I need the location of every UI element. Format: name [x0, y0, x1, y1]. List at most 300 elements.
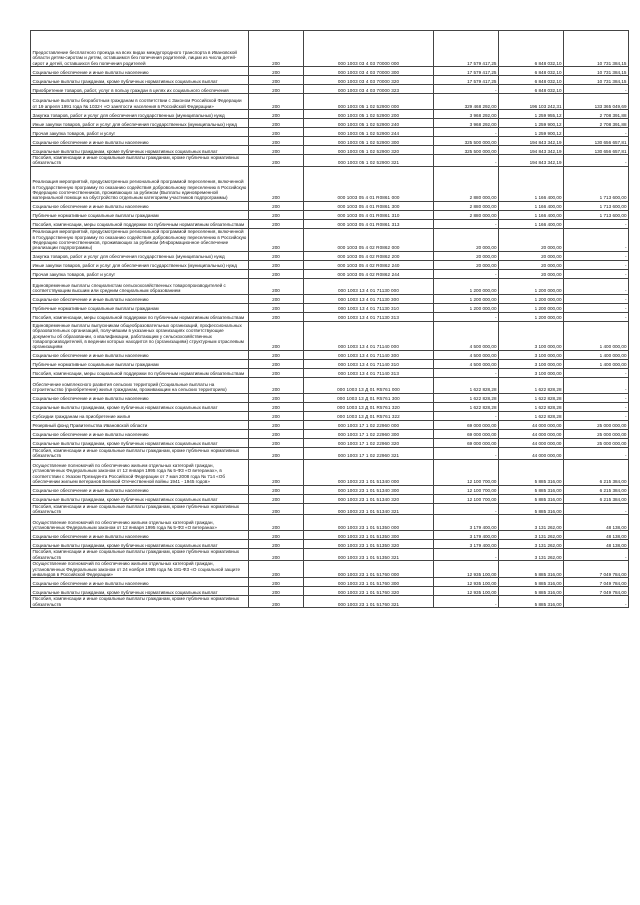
row-line-code: 200: [249, 561, 304, 578]
row-approved-amount: 1 200 000,00: [434, 303, 499, 312]
row-budget-code: 000 1003 03 4 03 70000 000: [304, 31, 434, 67]
row-remaining-amount: -: [564, 303, 629, 312]
table-row: [31, 294, 629, 303]
row-budget-code: 000 1003 13 4 01 71140 310: [304, 359, 434, 368]
row-line-code: 200: [249, 260, 304, 269]
row-executed-amount: 1 200 000,00: [499, 312, 564, 321]
row-name: Предоставление бесплатного проезда на всех видах междугородного транспорта в Ивановской области детям-сиротам и детям, оставшимся без попечения родителей, лицам из числа детей-сирот и детей, оставшихся без попечения родителей: [31, 31, 249, 67]
row-executed-amount: 5 885 316,00: [499, 494, 564, 503]
row-executed-amount: 3 100 000,00: [499, 359, 564, 368]
row-executed-amount: 194 843 342,19: [499, 155, 564, 167]
row-executed-amount: 194 843 342,19: [499, 137, 564, 146]
row-executed-amount: 1 259 955,12: [499, 110, 564, 119]
row-name: Публичные нормативные социальные выплаты гражданам: [31, 359, 249, 368]
row-line-code: 200: [249, 515, 304, 531]
row-name: Социальное обеспечение и иные выплаты населению: [31, 294, 249, 303]
row-budget-code: 000 1003 23 1 01 51760 321: [304, 596, 434, 608]
table-row: [31, 350, 629, 359]
row-remaining-amount: 130 656 657,81: [564, 146, 629, 155]
row-line-code: 200: [249, 420, 304, 429]
row-approved-amount: 1 622 828,28: [434, 377, 499, 393]
row-name: Обеспечение комплексного развития сельских территорий (Социальные выплаты на строительство (приобретение) жилья гражданам, проживающим на сельских территориях): [31, 377, 249, 393]
row-name: Субсидии гражданам на приобретение жилья: [31, 411, 249, 420]
row-remaining-amount: 48 138,00: [564, 515, 629, 531]
table-row: [31, 278, 629, 294]
row-budget-code: 000 1003 23 1 01 51760 000: [304, 561, 434, 578]
row-budget-code: 000 1003 05 4 01 R0861 000: [304, 166, 434, 201]
row-remaining-amount: 25 000 000,00: [564, 420, 629, 429]
row-executed-amount: 6 848 032,10: [499, 31, 564, 67]
row-line-code: 200: [249, 438, 304, 447]
row-remaining-amount: -: [564, 503, 629, 515]
row-approved-amount: -: [434, 411, 499, 420]
table-row: [31, 368, 629, 377]
row-name: Реализация мероприятий, предусмотренных региональной программой переселения, включенной в Государственную программу по оказанию содействия добровольному переселению в Российскую Федерацию соотечественников, проживающих за рубежом (Информационное обеспечение реализации подпрограммы): [31, 228, 249, 251]
table-row: [31, 402, 629, 411]
row-name: Пособия, компенсации и иные социальные выплаты гражданам, кроме публичных нормативных обязательств: [31, 596, 249, 608]
row-line-code: 200: [249, 531, 304, 540]
table-row: [31, 67, 629, 76]
row-executed-amount: 6 848 032,10: [499, 85, 564, 94]
row-budget-code: 000 1003 23 1 01 51350 300: [304, 531, 434, 540]
row-approved-amount: -: [434, 312, 499, 321]
row-name: Социальные выплаты гражданам, кроме публичных нормативных социальных выплат: [31, 402, 249, 411]
row-budget-code: 000 1003 05 1 02 52900 200: [304, 110, 434, 119]
table-row: [31, 166, 629, 201]
row-budget-code: 000 1003 05 4 02 R0862 200: [304, 251, 434, 260]
row-approved-amount: 12 100 700,00: [434, 494, 499, 503]
row-line-code: 200: [249, 201, 304, 210]
row-name: Прочая закупка товаров, работ и услуг: [31, 128, 249, 137]
row-executed-amount: 3 131 262,00: [499, 531, 564, 540]
row-remaining-amount: 6 215 384,00: [564, 459, 629, 485]
row-remaining-amount: 10 731 384,15: [564, 67, 629, 76]
row-line-code: 200: [249, 540, 304, 549]
row-line-code: 200: [249, 549, 304, 561]
row-approved-amount: -: [434, 85, 499, 94]
row-executed-amount: 3 131 262,00: [499, 549, 564, 561]
row-line-code: 200: [249, 485, 304, 494]
row-name: Осуществление полномочий по обеспечению жильем отдельных категорий граждан, установленных Федеральным законом от 12 января 1995 года № 5-ФЗ «О ветеранах», в соответствии с Указом Президента Российской Федерации от 7 мая 2008 года № 714 «Об обеспечении жильем ветеранов Великой Отечественной войны 1941 - 1945 годов»: [31, 459, 249, 485]
row-name: Публичные нормативные социальные выплаты гражданам: [31, 303, 249, 312]
table-row: [31, 393, 629, 402]
row-budget-code: 000 1003 05 1 02 52900 244: [304, 128, 434, 137]
row-remaining-amount: 133 365 049,69: [564, 94, 629, 110]
row-remaining-amount: 25 000 000,00: [564, 438, 629, 447]
row-budget-code: 000 1003 23 1 01 51760 300: [304, 578, 434, 587]
row-name: Пособия, компенсации и иные социальные выплаты гражданам, кроме публичных нормативных обязательств: [31, 155, 249, 167]
row-line-code: 200: [249, 219, 304, 228]
table-row: [31, 438, 629, 447]
row-approved-amount: 69 000 000,00: [434, 429, 499, 438]
row-approved-amount: 329 468 292,00: [434, 94, 499, 110]
row-approved-amount: -: [434, 128, 499, 137]
row-approved-amount: 325 500 000,00: [434, 146, 499, 155]
row-line-code: 200: [249, 94, 304, 110]
row-executed-amount: 1 259 900,12: [499, 128, 564, 137]
row-executed-amount: 1 200 000,00: [499, 278, 564, 294]
table-row: [31, 596, 629, 608]
row-name: Социальные выплаты гражданам, кроме публичных нормативных социальных выплат: [31, 76, 249, 85]
row-budget-code: 000 1003 23 1 01 51340 320: [304, 494, 434, 503]
row-executed-amount: 5 885 316,00: [499, 596, 564, 608]
row-approved-amount: 4 500 000,00: [434, 321, 499, 350]
row-line-code: 200: [249, 587, 304, 596]
row-remaining-amount: -: [564, 155, 629, 167]
row-remaining-amount: -: [564, 219, 629, 228]
row-approved-amount: 17 579 417,25: [434, 67, 499, 76]
row-line-code: 200: [249, 269, 304, 278]
table-row: [31, 540, 629, 549]
row-executed-amount: 20 000,00: [499, 260, 564, 269]
row-line-code: 200: [249, 278, 304, 294]
table-row: [31, 515, 629, 531]
row-name: Социальное обеспечение и иные выплаты населению: [31, 578, 249, 587]
row-name: Реализация мероприятий, предусмотренных региональной программой переселения, включенной в Государственную программу по оказанию содействия добровольному переселению в Российскую Федерацию соотечественников, проживающих за рубежом (Выплаты единовременной материальной помощи на обустройство отдельным категориям участников подпрограммы): [31, 166, 249, 201]
row-line-code: 200: [249, 67, 304, 76]
row-budget-code: 000 1003 23 1 01 51350 000: [304, 515, 434, 531]
row-line-code: 200: [249, 76, 304, 85]
row-name: Резервный фонд Правительства Ивановской области: [31, 420, 249, 429]
row-remaining-amount: -: [564, 294, 629, 303]
row-line-code: 200: [249, 128, 304, 137]
table-row: [31, 429, 629, 438]
row-remaining-amount: -: [564, 447, 629, 459]
table-row: [31, 578, 629, 587]
row-remaining-amount: 1 713 600,00: [564, 210, 629, 219]
row-budget-code: 000 1003 17 1 02 22960 000: [304, 420, 434, 429]
row-budget-code: 000 1003 13 4 01 71130 000: [304, 278, 434, 294]
table-row: [31, 219, 629, 228]
table-row: [31, 201, 629, 210]
row-approved-amount: 20 000,00: [434, 251, 499, 260]
row-budget-code: 000 1003 13 Д 01 R5761 000: [304, 377, 434, 393]
row-line-code: 200: [249, 166, 304, 201]
row-approved-amount: 3 179 400,00: [434, 515, 499, 531]
row-budget-code: 000 1003 05 1 02 52900 320: [304, 146, 434, 155]
table-row: [31, 359, 629, 368]
row-approved-amount: 20 000,00: [434, 228, 499, 251]
row-line-code: 200: [249, 494, 304, 503]
row-remaining-amount: 1 400 000,00: [564, 350, 629, 359]
row-name: Пособия, компенсации и иные социальные выплаты гражданам, кроме публичных нормативных обязательств: [31, 447, 249, 459]
row-name: Социальное обеспечение и иные выплаты населению: [31, 393, 249, 402]
table-row: [31, 531, 629, 540]
row-executed-amount: 5 885 316,00: [499, 587, 564, 596]
row-name: Пособия, компенсации, меры социальной поддержки по публичным нормативным обязательствам: [31, 219, 249, 228]
row-budget-code: 000 1003 23 1 01 51350 321: [304, 549, 434, 561]
row-remaining-amount: 1 713 600,00: [564, 201, 629, 210]
row-executed-amount: 3 100 000,00: [499, 368, 564, 377]
row-name: Иные закупки товаров, работ и услуг для обеспечения государственных (муниципальных) нужд: [31, 260, 249, 269]
row-executed-amount: 5 885 316,00: [499, 561, 564, 578]
row-line-code: 200: [249, 359, 304, 368]
row-line-code: 200: [249, 429, 304, 438]
row-remaining-amount: -: [564, 128, 629, 137]
budget-execution-table: [30, 30, 629, 608]
row-remaining-amount: 2 708 391,88: [564, 119, 629, 128]
row-line-code: 200: [249, 578, 304, 587]
row-remaining-amount: -: [564, 402, 629, 411]
row-approved-amount: -: [434, 596, 499, 608]
table-row: [31, 76, 629, 85]
row-budget-code: 000 1003 13 4 01 71140 313: [304, 368, 434, 377]
row-budget-code: 000 1003 23 1 01 51340 000: [304, 459, 434, 485]
row-budget-code: 000 1003 17 1 02 22960 320: [304, 438, 434, 447]
table-row: [31, 155, 629, 167]
row-approved-amount: 69 000 000,00: [434, 438, 499, 447]
row-approved-amount: 12 935 100,00: [434, 561, 499, 578]
row-budget-code: 000 1003 13 4 01 71140 000: [304, 321, 434, 350]
row-name: Социальные выплаты гражданам, кроме публичных нормативных социальных выплат: [31, 587, 249, 596]
row-approved-amount: 1 622 828,28: [434, 393, 499, 402]
row-budget-code: 000 1003 05 4 01 R0861 310: [304, 210, 434, 219]
table-row: [31, 110, 629, 119]
row-approved-amount: 12 935 100,00: [434, 587, 499, 596]
table-body: [31, 31, 629, 608]
row-line-code: 200: [249, 146, 304, 155]
row-line-code: 200: [249, 303, 304, 312]
table-row: [31, 128, 629, 137]
row-line-code: 200: [249, 503, 304, 515]
row-name: Пособия, компенсации, меры социальной поддержки по публичным нормативным обязательствам: [31, 312, 249, 321]
table-row: [31, 411, 629, 420]
row-approved-amount: 1 200 000,00: [434, 294, 499, 303]
row-budget-code: 000 1003 13 4 01 71130 313: [304, 312, 434, 321]
row-approved-amount: 4 500 000,00: [434, 350, 499, 359]
table-row: [31, 251, 629, 260]
row-remaining-amount: -: [564, 393, 629, 402]
table-row: [31, 228, 629, 251]
row-name: Осуществление полномочий по обеспечению жильем отдельных категорий граждан, установленных Федеральным законом от 12 января 1995 года № 5-ФЗ «О ветеранах»: [31, 515, 249, 531]
row-name: Закупка товаров, работ и услуг для обеспечения государственных (муниципальных) нужд: [31, 110, 249, 119]
row-budget-code: 000 1003 05 4 02 R0862 240: [304, 260, 434, 269]
row-name: Осуществление полномочий по обеспечению жильем отдельных категорий граждан, установленных Федеральным законом от 24 ноября 1995 года № 181-ФЗ «О социальной защите инвалидов в Российской Федерации»: [31, 561, 249, 578]
row-budget-code: 000 1003 13 4 01 71130 300: [304, 294, 434, 303]
row-budget-code: 000 1003 05 1 02 52900 300: [304, 137, 434, 146]
row-line-code: 200: [249, 447, 304, 459]
table-row: [31, 31, 629, 67]
row-budget-code: 000 1003 05 1 02 52900 240: [304, 119, 434, 128]
row-budget-code: 000 1003 13 Д 01 R5761 322: [304, 411, 434, 420]
row-executed-amount: 1 166 400,00: [499, 166, 564, 201]
table-row: [31, 494, 629, 503]
row-name: Пособия, компенсации, меры социальной поддержки по публичным нормативным обязательствам: [31, 368, 249, 377]
row-line-code: 200: [249, 251, 304, 260]
row-executed-amount: 44 000 000,00: [499, 447, 564, 459]
row-line-code: 200: [249, 31, 304, 67]
row-budget-code: 000 1003 05 4 01 R0861 300: [304, 201, 434, 210]
row-executed-amount: 1 166 400,00: [499, 219, 564, 228]
table-row: [31, 137, 629, 146]
row-remaining-amount: 130 656 657,81: [564, 137, 629, 146]
row-budget-code: 000 1003 03 4 03 70000 320: [304, 76, 434, 85]
row-remaining-amount: -: [564, 251, 629, 260]
row-approved-amount: 69 000 000,00: [434, 420, 499, 429]
row-name: Социальное обеспечение и иные выплаты населению: [31, 67, 249, 76]
row-line-code: 200: [249, 321, 304, 350]
table-row: [31, 303, 629, 312]
row-remaining-amount: -: [564, 377, 629, 393]
row-name: Социальные выплаты гражданам, кроме публичных нормативных социальных выплат: [31, 494, 249, 503]
row-approved-amount: 2 880 000,00: [434, 201, 499, 210]
table-row: [31, 485, 629, 494]
table-row: [31, 561, 629, 578]
row-executed-amount: 1 622 828,28: [499, 402, 564, 411]
row-remaining-amount: 10 731 384,15: [564, 31, 629, 67]
row-approved-amount: 2 880 000,00: [434, 210, 499, 219]
row-line-code: 200: [249, 402, 304, 411]
row-approved-amount: 4 500 000,00: [434, 359, 499, 368]
row-line-code: 200: [249, 85, 304, 94]
row-approved-amount: -: [434, 219, 499, 228]
row-remaining-amount: 6 215 384,00: [564, 494, 629, 503]
row-executed-amount: 1 622 828,28: [499, 377, 564, 393]
row-executed-amount: 44 000 000,00: [499, 420, 564, 429]
row-remaining-amount: 1 400 000,00: [564, 321, 629, 350]
row-remaining-amount: 1 400 000,00: [564, 359, 629, 368]
row-executed-amount: 3 100 000,00: [499, 350, 564, 359]
row-approved-amount: -: [434, 368, 499, 377]
row-executed-amount: 1 622 828,28: [499, 393, 564, 402]
row-line-code: 200: [249, 368, 304, 377]
row-approved-amount: 12 935 100,00: [434, 578, 499, 587]
row-approved-amount: 20 000,00: [434, 260, 499, 269]
row-name: Пособия, компенсации и иные социальные выплаты гражданам, кроме публичных нормативных обязательств: [31, 549, 249, 561]
row-approved-amount: -: [434, 503, 499, 515]
row-approved-amount: 1 622 828,28: [434, 402, 499, 411]
row-line-code: 200: [249, 411, 304, 420]
table-row: [31, 210, 629, 219]
row-budget-code: 000 1003 17 1 02 22960 300: [304, 429, 434, 438]
table-row: [31, 447, 629, 459]
table-row: [31, 321, 629, 350]
row-approved-amount: 325 500 000,00: [434, 137, 499, 146]
row-executed-amount: 6 848 032,10: [499, 76, 564, 85]
row-executed-amount: 1 200 000,00: [499, 303, 564, 312]
row-remaining-amount: -: [564, 269, 629, 278]
row-approved-amount: -: [434, 155, 499, 167]
row-remaining-amount: 2 708 391,88: [564, 110, 629, 119]
row-remaining-amount: 48 138,00: [564, 531, 629, 540]
table-row: [31, 260, 629, 269]
row-executed-amount: 5 885 316,00: [499, 459, 564, 485]
row-executed-amount: 3 100 000,00: [499, 321, 564, 350]
row-remaining-amount: 6 215 384,00: [564, 485, 629, 494]
row-remaining-amount: -: [564, 312, 629, 321]
row-line-code: 200: [249, 459, 304, 485]
row-remaining-amount: 7 049 784,00: [564, 561, 629, 578]
row-executed-amount: 1 166 400,00: [499, 210, 564, 219]
row-line-code: 200: [249, 228, 304, 251]
row-remaining-amount: 10 731 384,15: [564, 76, 629, 85]
row-budget-code: 000 1003 17 1 02 22960 321: [304, 447, 434, 459]
row-name: Социальные выплаты гражданам, кроме публичных нормативных социальных выплат: [31, 146, 249, 155]
row-remaining-amount: 1 713 600,00: [564, 166, 629, 201]
row-budget-code: 000 1003 05 1 02 52900 321: [304, 155, 434, 167]
row-remaining-amount: -: [564, 85, 629, 94]
row-budget-code: 000 1003 05 4 02 R0862 244: [304, 269, 434, 278]
table-row: [31, 94, 629, 110]
row-remaining-amount: 7 049 784,00: [564, 578, 629, 587]
row-remaining-amount: -: [564, 596, 629, 608]
table-row: [31, 549, 629, 561]
row-remaining-amount: -: [564, 549, 629, 561]
row-executed-amount: 20 000,00: [499, 228, 564, 251]
row-executed-amount: 44 000 000,00: [499, 429, 564, 438]
row-name: Социальное обеспечение и иные выплаты населению: [31, 485, 249, 494]
row-line-code: 200: [249, 210, 304, 219]
row-budget-code: 000 1003 23 1 01 51350 320: [304, 540, 434, 549]
row-name: Социальные выплаты безработным гражданам в соответствии с Законом Российской Федерации от 19 апреля 1991 года № 1032-I «О занятости населения в Российской Федерации»: [31, 94, 249, 110]
row-name: Социальное обеспечение и иные выплаты населению: [31, 201, 249, 210]
row-budget-code: 000 1003 13 4 01 71130 310: [304, 303, 434, 312]
row-executed-amount: 1 200 000,00: [499, 294, 564, 303]
table-row: [31, 119, 629, 128]
row-approved-amount: -: [434, 447, 499, 459]
table-row: [31, 420, 629, 429]
row-name: Социальное обеспечение и иные выплаты населению: [31, 137, 249, 146]
row-name: Социальное обеспечение и иные выплаты населению: [31, 350, 249, 359]
row-remaining-amount: 25 000 000,00: [564, 429, 629, 438]
row-name: Единовременные выплаты выпускникам общеобразовательных организаций, профессиональных образовательных организаций, получившим в указанных организациях соответствующие документы об образовании, о квалификации, работающим у сельскохозяйственных товаропроизводителей, в ведении которых находится по (организациям) структурным отраслевым организациям: [31, 321, 249, 350]
row-executed-amount: 20 000,00: [499, 269, 564, 278]
row-name: Социальные выплаты гражданам, кроме публичных нормативных социальных выплат: [31, 540, 249, 549]
table-row: [31, 377, 629, 393]
row-budget-code: 000 1003 05 4 02 R0862 000: [304, 228, 434, 251]
row-name: Социальное обеспечение и иные выплаты населению: [31, 531, 249, 540]
row-name: Прочая закупка товаров, работ и услуг: [31, 269, 249, 278]
row-budget-code: 000 1003 23 1 01 51340 321: [304, 503, 434, 515]
row-executed-amount: 196 103 242,31: [499, 94, 564, 110]
row-budget-code: 000 1003 13 4 01 71140 300: [304, 350, 434, 359]
row-approved-amount: 1 200 000,00: [434, 278, 499, 294]
row-budget-code: 000 1003 05 4 01 R0861 313: [304, 219, 434, 228]
row-executed-amount: 194 843 342,19: [499, 146, 564, 155]
row-budget-code: 000 1003 05 1 02 52900 000: [304, 94, 434, 110]
row-line-code: 200: [249, 110, 304, 119]
row-executed-amount: 5 885 316,00: [499, 503, 564, 515]
row-line-code: 200: [249, 377, 304, 393]
row-remaining-amount: 48 138,00: [564, 540, 629, 549]
row-approved-amount: 17 579 417,25: [434, 31, 499, 67]
table-row: [31, 85, 629, 94]
row-name: Единовременные выплаты специалистам сельскохозяйственных товаропроизводителей с соответствующим высшим или средним специальным образованием: [31, 278, 249, 294]
row-line-code: 200: [249, 155, 304, 167]
row-approved-amount: 12 100 700,00: [434, 459, 499, 485]
row-executed-amount: 44 000 000,00: [499, 438, 564, 447]
row-approved-amount: 3 968 292,00: [434, 119, 499, 128]
table-row: [31, 459, 629, 485]
row-approved-amount: 3 179 400,00: [434, 531, 499, 540]
row-approved-amount: 3 179 400,00: [434, 540, 499, 549]
row-approved-amount: 12 100 700,00: [434, 485, 499, 494]
table-row: [31, 312, 629, 321]
row-line-code: 200: [249, 137, 304, 146]
row-approved-amount: -: [434, 269, 499, 278]
row-line-code: 200: [249, 393, 304, 402]
table-row: [31, 146, 629, 155]
row-remaining-amount: -: [564, 260, 629, 269]
row-remaining-amount: -: [564, 228, 629, 251]
row-executed-amount: 5 885 316,00: [499, 485, 564, 494]
row-executed-amount: 6 848 032,10: [499, 67, 564, 76]
row-remaining-amount: -: [564, 278, 629, 294]
table-row: [31, 587, 629, 596]
row-executed-amount: 3 131 262,00: [499, 540, 564, 549]
row-remaining-amount: 7 049 784,00: [564, 587, 629, 596]
row-name: Иные закупки товаров, работ и услуг для обеспечения государственных (муниципальных) нужд: [31, 119, 249, 128]
